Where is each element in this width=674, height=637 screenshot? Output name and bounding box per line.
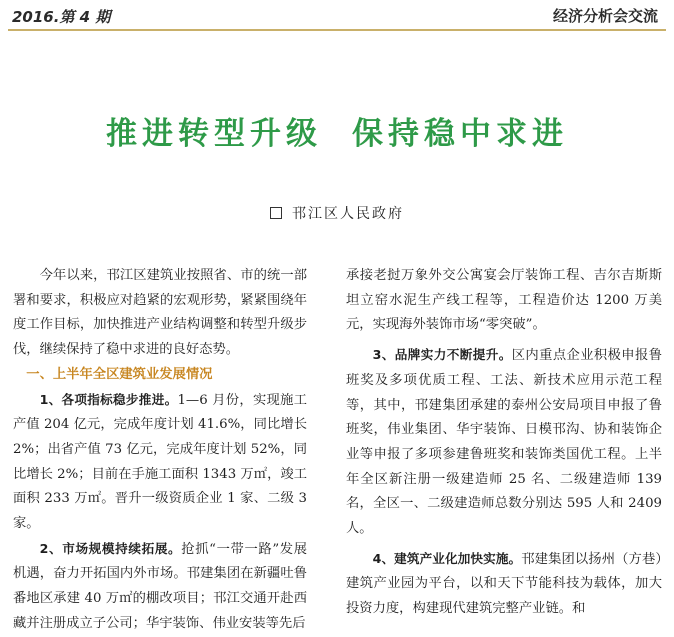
paragraph-text: 抢抓“一带一路”发展机遇，奋力开拓国内外市场。邗建集团在新疆吐鲁番地区承建 40 万㎡的棚改项目；邗江交通开赴西藏并注册成立子公司；华宇装饰、伟业安装等先后 xyxy=(13,541,307,631)
journal-name: 经济分析会交流 xyxy=(552,7,658,25)
title-part-2: 保持稳中求进 xyxy=(352,116,568,152)
section-heading: 一、上半年全区建筑业发展情况 xyxy=(26,366,213,382)
paragraph xyxy=(13,388,307,537)
paragraph: 承接老挝万象外交公寓宴会厅装饰工程、吉尔吉斯斯坦立窑水泥生产线工程等，工程造价达 1200 万美元，实现海外装饰市场“零突破”。 xyxy=(346,268,662,333)
paragraph-text: 1—6 月份，实现施工产值 204 亿元，完成年度计划 41.6%，同比增长 2%；出省产值 73 亿元，完成年度计划 52%，同比增长 2%；目前在手施工面积 1343 万㎡，竣工面积 233 万㎡。晋升一级资质企业 1 家、二级 3 家。 xyxy=(13,392,308,532)
page-header xyxy=(0,0,674,34)
header-rule xyxy=(8,29,666,31)
paragraph: 今年以来，邗江区建筑业按照省、市的统一部署和要求，积极应对趋紧的宏观形势，紧紧围绕年度工作目标，加快推进产业结构调整和转型升级步伐，继续保持了稳中求进的良好态势。 xyxy=(13,268,307,358)
paragraph xyxy=(346,343,662,542)
article-author xyxy=(0,203,674,223)
paragraph-text: 区内重点企业积极申报鲁班奖及多项优质工程、工法、新技术应用示范工程等，其中，邗建集团承建的泰州公安局项目申报了鲁班奖，伟业集团、华宇装饰、日模邗沟、协和装饰企业等申报了多项参建鲁班奖和装饰类国优工程。上半年全区新注册一级建造师 25 名、二级建造师 139 名，全区一、二级建造师总数分别达 595 人和 2409 人。 xyxy=(346,348,663,537)
left-column xyxy=(13,264,307,637)
sub-heading: 3、品牌实力不断提升。 xyxy=(372,347,512,363)
sub-heading: 4、建筑产业化加快实施。 xyxy=(372,550,522,566)
sub-heading: 2、市场规模持续拓展。 xyxy=(39,540,182,556)
title-part-1: 推进转型升级 xyxy=(106,116,322,152)
author-box-icon xyxy=(270,207,282,219)
right-column xyxy=(346,264,662,622)
article-title xyxy=(0,108,674,153)
author-name: 邗江区人民政府 xyxy=(292,206,404,222)
paragraph-text: 邗建集团以扬州（方巷）建筑产业园为平台，以和天下节能科技为载体，加大投资力度，构建现代建筑完整产业链。和 xyxy=(346,551,662,617)
paragraph xyxy=(13,537,307,637)
issue-number: 2016.第 4 期 xyxy=(12,8,111,26)
sub-heading: 1、各项指标稳步推进。 xyxy=(39,391,178,407)
